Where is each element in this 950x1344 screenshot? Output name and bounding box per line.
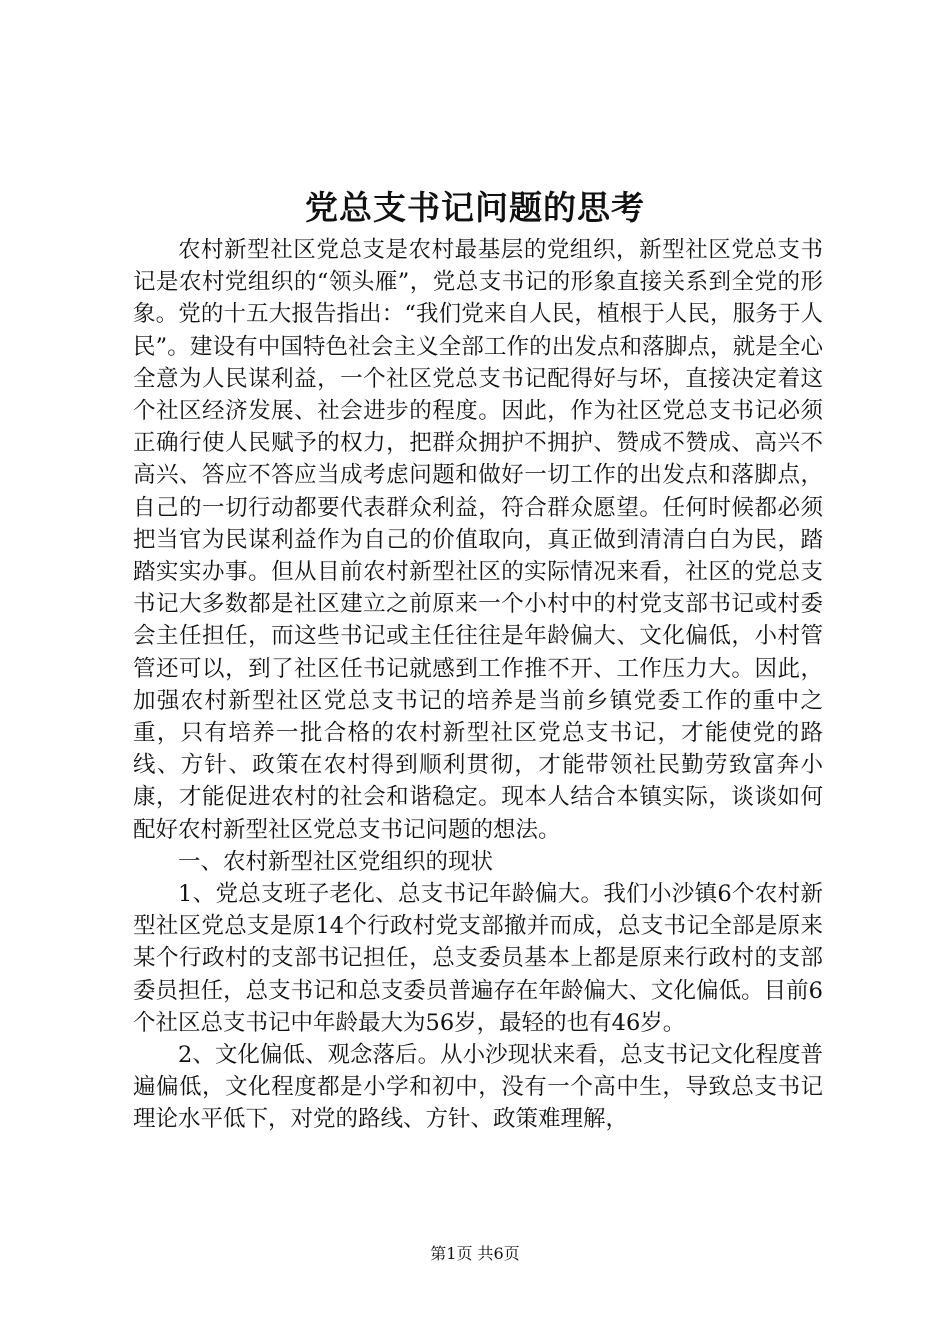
paragraph-intro: 农村新型社区党总支是农村最基层的党组织，新型社区党总支书记是农村党组织的“领头雁”，党总支书记的形象直接关系到全党的形象。党的十五大报告指出：“我们党来自人民，植根于人民，服务于人民”。建设有中国特色社会主义全部工作的出发点和落脚点，就是全心全意为人民谋利益，一个社区党总支书记配得好与坏，直接决定着这个社区经济发展、社会进步的程度。因此，作为社区党总支书记必须正确行使人民赋予的权力，把群众拥护不拥护、赞成不赞成、高兴不高兴、答应不答应当成考虑问题和做好一切工作的出发点和落脚点，自己的一切行动都要代表群众利益，符合群众愿望。任何时候都必须把当官为民谋利益作为自己的价值取向，真正做到清清白白为民，踏踏实实办事。但从目前农村新型社区的实际情况来看，社区的党总支书记大多数都是社区建立之前原来一个小村中的村党支部书记或村委会主任担任，而这些书记或主任往往是年龄偏大、文化偏低，小村管管还可以，到了社区任书记就感到工作推不开、工作压力大。因此，加强农村新型社区党总支书记的培养是当前乡镇党委工作的重中之重，只有培养一批合格的农村新型社区党总支书记，才能使党的路线、方针、政策在农村得到顺利贯彻，才能带领社民勤劳致富奔小康，才能促进农村的社会和谐稳定。现本人结合本镇实际，谈谈如何配好农村新型社区党总支书记问题的想法。 <box>133 237 823 843</box>
section-heading-1: 一、农村新型社区党组织的现状 <box>178 848 494 875</box>
page-footer: 第1页 共6页 <box>430 1244 520 1263</box>
document-title: 党总支书记问题的思考 <box>305 188 645 227</box>
document-body <box>133 234 823 1136</box>
paragraph-point-1: 1、党总支班子老化、总支书记年龄偏大。我们小沙镇6个农村新型社区党总支是原14个行政村党支部撤并而成，总支书记全部是原来某个行政村的支部书记担任，总支委员基本上都是原来行政村的支部委员担任，总支书记和总支委员普遍存在年龄偏大、文化偏低。目前6个社区总支书记中年龄最大为56岁，最轻的也有46岁。 <box>133 881 823 1036</box>
paragraph-point-2: 2、文化偏低、观念落后。从小沙现状来看，总支书记文化程度普遍偏低，文化程度都是小学和初中，没有一个高中生，导致总支书记理论水平低下，对党的路线、方针、政策难理解， <box>133 1042 823 1133</box>
